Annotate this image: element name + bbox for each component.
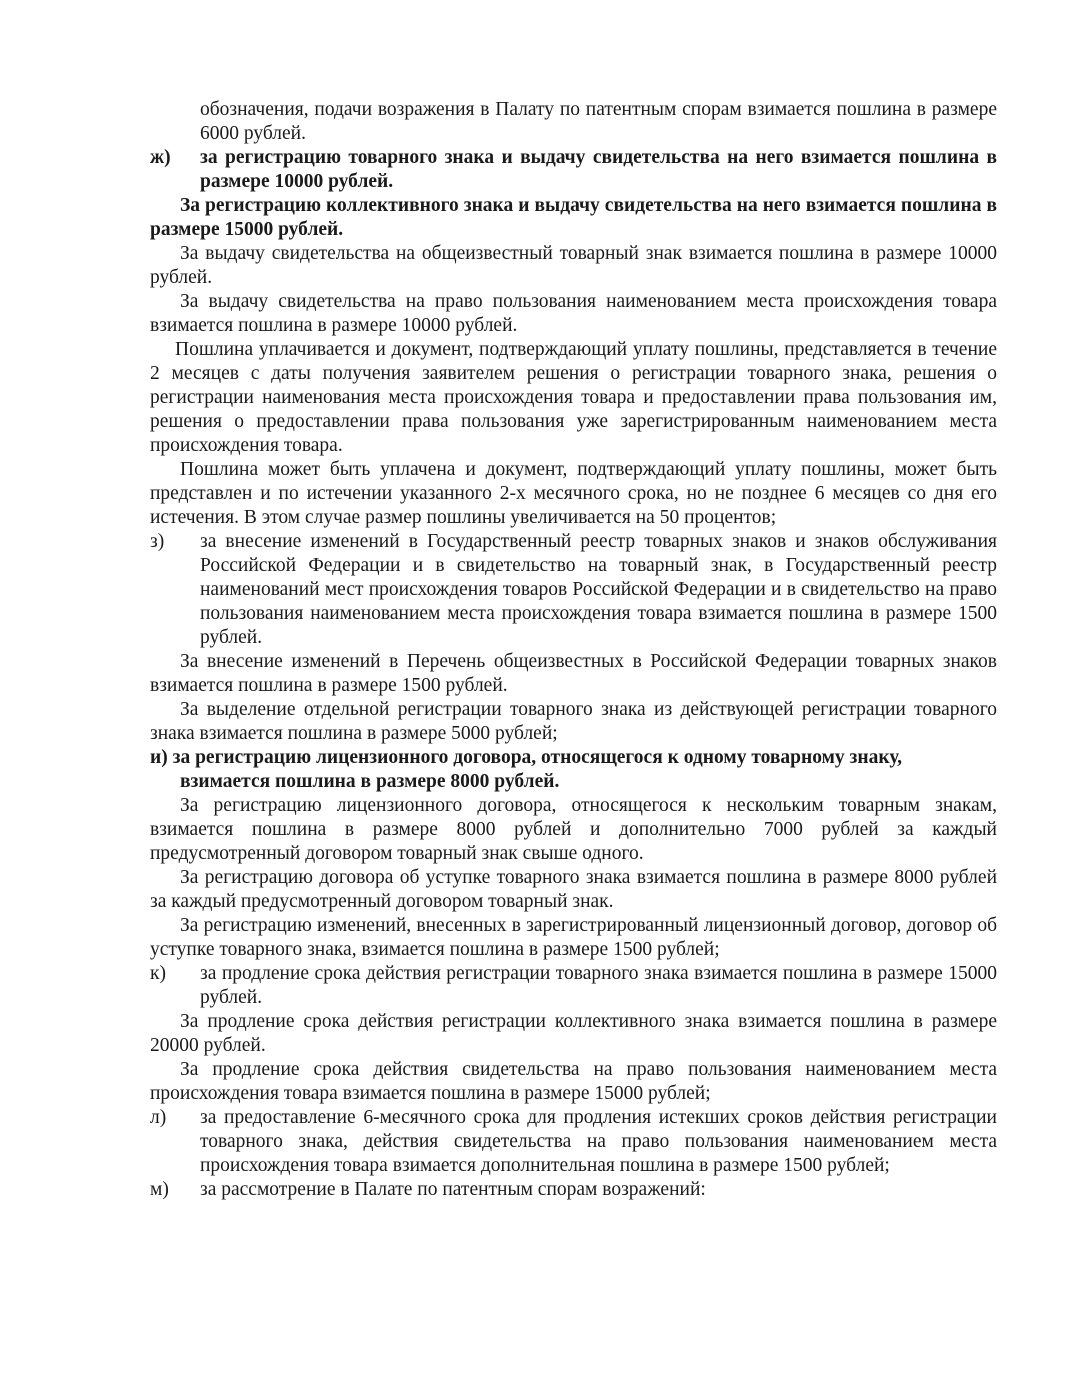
list-marker: м) [150, 1179, 169, 1200]
paragraph: За выдачу свидетельства на общеизвестный товарный знак взимается пошлина в размере 10000 рублей. [150, 243, 997, 288]
document-page [150, 98, 997, 1202]
list-marker: л) [150, 1107, 167, 1128]
list-item-m [150, 1178, 997, 1202]
list-marker: з) [150, 531, 165, 552]
paragraph: За внесение изменений в Перечень общеизвестных в Российской Федерации товарных знаков взимается пошлина в размере 1500 рублей. [150, 651, 997, 696]
list-marker: к) [150, 963, 166, 984]
list-item-z [150, 530, 997, 650]
list-marker: ж) [150, 147, 171, 168]
list-item-l [150, 1106, 997, 1178]
list-item-zh [150, 146, 997, 194]
list-item-text: за регистрацию товарного знака и выдачу свидетельства на него взимается пошлина в размере 10000 рублей. [200, 147, 997, 192]
paragraph-continuation: обозначения, подачи возражения в Палату по патентным спорам взимается пошлина в размере 6000 рублей. [200, 99, 997, 144]
list-marker: и) [150, 747, 168, 768]
paragraph: За выделение отдельной регистрации товарного знака из действующей регистрации товарного знака взимается пошлина в размере 5000 рублей; [150, 699, 997, 744]
paragraph: За регистрацию договора об уступке товарного знака взимается пошлина в размере 8000 рублей за каждый предусмотренный договором товарный знак. [150, 867, 997, 912]
paragraph: За выдачу свидетельства на право пользования наименованием места происхождения товара взимается пошлина в размере 10000 рублей. [150, 291, 997, 336]
list-item-text: за предоставление 6-месячного срока для продления истекших сроков действия регистрации товарного знака, действия свидетельства на право пользования наименованием места происхождения товара взимается дополнительная пошлина в размере 1500 рублей; [200, 1107, 997, 1176]
list-item-text: за рассмотрение в Палате по патентным спорам возражений: [200, 1179, 706, 1200]
paragraph: За продление срока действия регистрации коллективного знака взимается пошлина в размере 20000 рублей. [150, 1011, 997, 1056]
paragraph: Пошлина уплачивается и документ, подтверждающий уплату пошлины, представляется в течение 2 месяцев с даты получения заявителем решения о регистрации товарного знака, решения о регистрации наименования места происхождения товара и предоставлении права пользования им, решения о предоставлении права пользования уже зарегистрированным наименованием места происхождения товара. [150, 339, 997, 456]
paragraph: За регистрацию изменений, внесенных в зарегистрированный лицензионный договор, договор об уступке товарного знака, взимается пошлина в размере 1500 рублей; [150, 915, 997, 960]
list-item-k [150, 962, 997, 1010]
list-item-text-continuation: взимается пошлина в размере 8000 рублей. [180, 771, 560, 792]
paragraph: За регистрацию лицензионного договора, относящегося к нескольким товарным знакам, взимается пошлина в размере 8000 рублей и дополнительно 7000 рублей за каждый предусмотренный договором товарный знак свыше одного. [150, 795, 997, 864]
list-item-text: за внесение изменений в Государственный реестр товарных знаков и знаков обслуживания Российской Федерации и в свидетельство на товарный знак, в Государственный реестр наименований мест происхождения товаров Российской Федерации и в свидетельство на право пользования наименованием места происхождения товара взимается пошлина в размере 1500 рублей. [200, 531, 997, 648]
paragraph: Пошлина может быть уплачена и документ, подтверждающий уплату пошлины, может быть представлен и по истечении указанного 2-х месячного срока, но не позднее 6 месяцев со дня его истечения. В этом случае размер пошлины увеличивается на 50 процентов; [150, 459, 997, 528]
paragraph: За продление срока действия свидетельства на право пользования наименованием места происхождения товара взимается пошлина в размере 15000 рублей; [150, 1059, 997, 1104]
paragraph: За регистрацию коллективного знака и выдачу свидетельства на него взимается пошлина в размере 15000 рублей. [150, 195, 997, 240]
list-item-i [150, 746, 997, 794]
list-item-text: за регистрацию лицензионного договора, относящегося к одному товарному знаку, [172, 747, 903, 768]
list-item-text: за продление срока действия регистрации товарного знака взимается пошлина в размере 15000 рублей. [200, 963, 997, 1008]
